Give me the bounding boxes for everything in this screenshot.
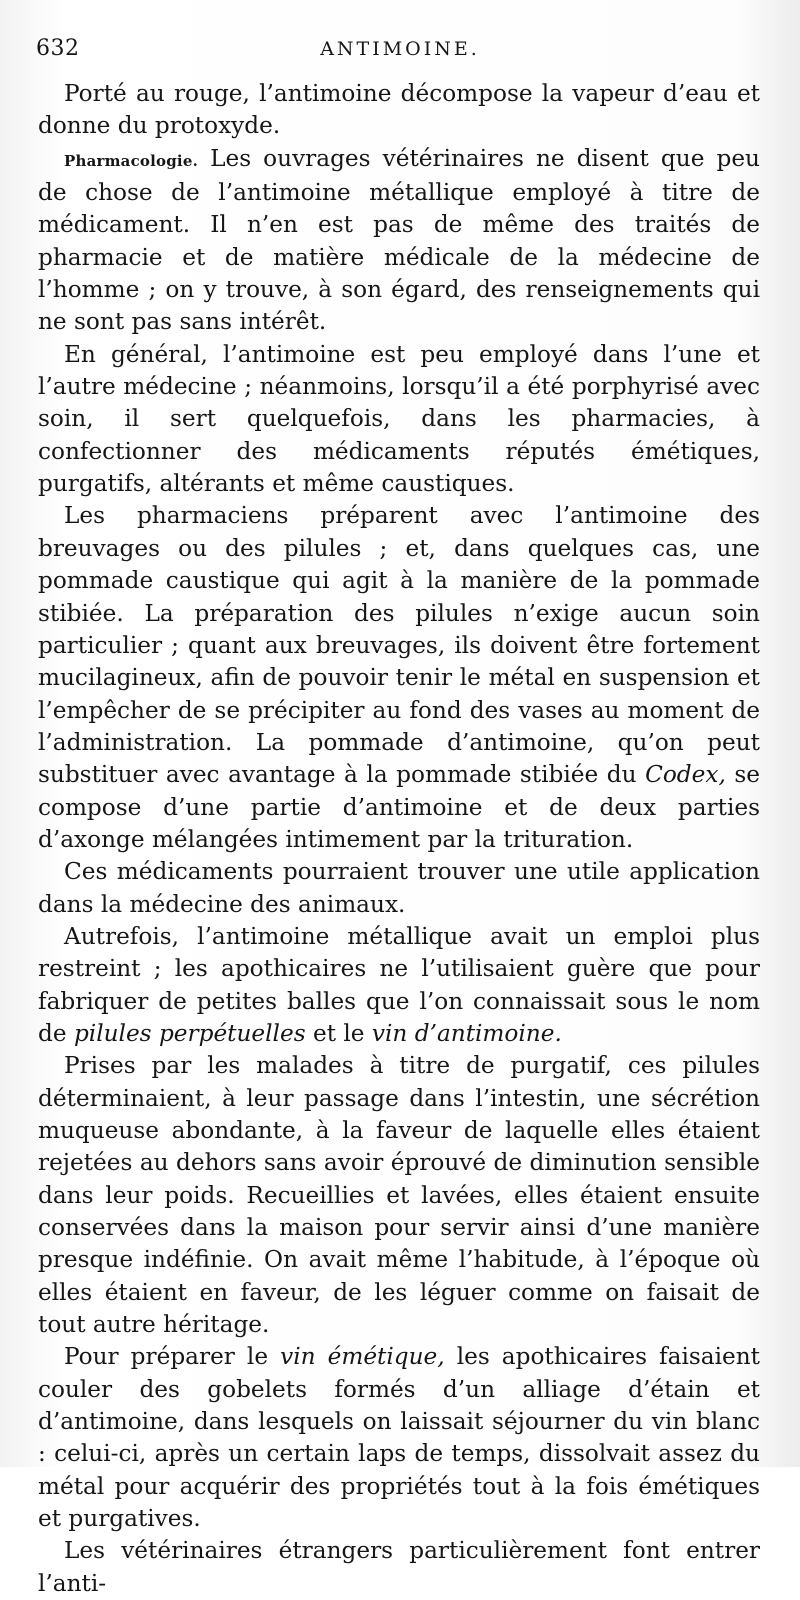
paragraph [38,1341,760,1535]
italic-text: pilules perpétuelles [73,1019,306,1047]
italic-text: Codex, [645,761,726,789]
text-run: les apothicaires faisaient couler des gobelets formés d’un alliage d’étain et d’antimoine, dans lesquels on laissait séjourner du vin blanc : celui-ci, après un certain laps de temps, dissolvait assez du métal pour acquérir des propriétés tout à la fois émétiques et purgatives. [38,1343,760,1533]
page-header [36,36,764,66]
paragraph [38,339,760,501]
paragraph [38,1535,760,1600]
text-run: Les ouvrages vétérinaires ne disent que peu de chose de l’antimoine métallique employé à titre de médicament. Il n’en est pas de même des traités de pharmacie et de matière médicale de la médecine de l’homme ; on y trouve, à son égard, des renseignements qui ne sont pas sans intérêt. [38,144,760,336]
section-label: Pharmacologie. [64,151,198,170]
italic-text: vin émétique, [280,1343,445,1371]
body-text [38,78,760,1600]
italic-text: vin d’antimoine. [371,1019,562,1047]
page-number: 632 [36,36,80,61]
paragraph [38,500,760,856]
text-run: Les pharmaciens préparent avec l’antimoine des breuvages ou des pilules ; et, dans quelques cas, une pommade caustique qui agit à la manière de la pommade stibiée. La préparation des pilules n’exige aucun soin particulier ; quant aux breuvages, ils doivent être fortement mucilagineux, afin de pouvoir tenir le métal en suspension et l’empêcher de se précipiter au fond des vases au moment de l’administration. La pommade d’antimoine, qu’on peut substituer avec avantage à la pommade stibiée du [38,502,760,789]
text-run: Les vétérinaires étrangers particulièrement font entrer l’anti- [38,1537,760,1597]
paragraph [38,1050,760,1341]
text-run: Ces médicaments pourraient trouver une utile application dans la médecine des animaux. [38,858,760,918]
paragraph [38,143,760,339]
text-run: Porté au rouge, l’antimoine décompose la vapeur d’eau et donne du protoxyde. [38,80,760,140]
text-run: et le [305,1019,372,1047]
text-run: Pour préparer le [64,1343,281,1371]
running-title: ANTIMOINE. [320,38,480,60]
text-run: se compose d’une partie d’antimoine et de deux parties d’axonge mélangées intimement par la trituration. [38,761,760,853]
paragraph [38,856,760,921]
paragraph [38,921,760,1050]
text-run: Autrefois, l’antimoine métallique avait un emploi plus restreint ; les apothicaires ne l’utilisaient guère que pour fabriquer de petites balles que l’on connaissait sous le nom de [38,922,760,1047]
text-run: Prises par les malades à titre de purgatif, ces pilules déterminaient, à leur passage dans l’intestin, une sécrétion muqueuse abondante, à la faveur de laquelle elles étaient rejetées au dehors sans avoir éprouvé de diminution sensible dans leur poids. Recueillies et lavées, elles étaient ensuite conservées dans la maison pour servir ainsi d’une manière presque indéfinie. On avait même l’habitude, à l’époque où elles étaient en faveur, de les léguer comme on faisait de tout autre héritage. [38,1052,760,1339]
paragraph [38,78,760,143]
text-run: En général, l’antimoine est peu employé dans l’une et l’autre médecine ; néanmoins, lorsqu’il a été porphyrisé avec soin, il sert quelquefois, dans les pharmacies, à confectionner des médicaments réputés émétiques, purgatifs, altérants et même caustiques. [38,340,760,498]
